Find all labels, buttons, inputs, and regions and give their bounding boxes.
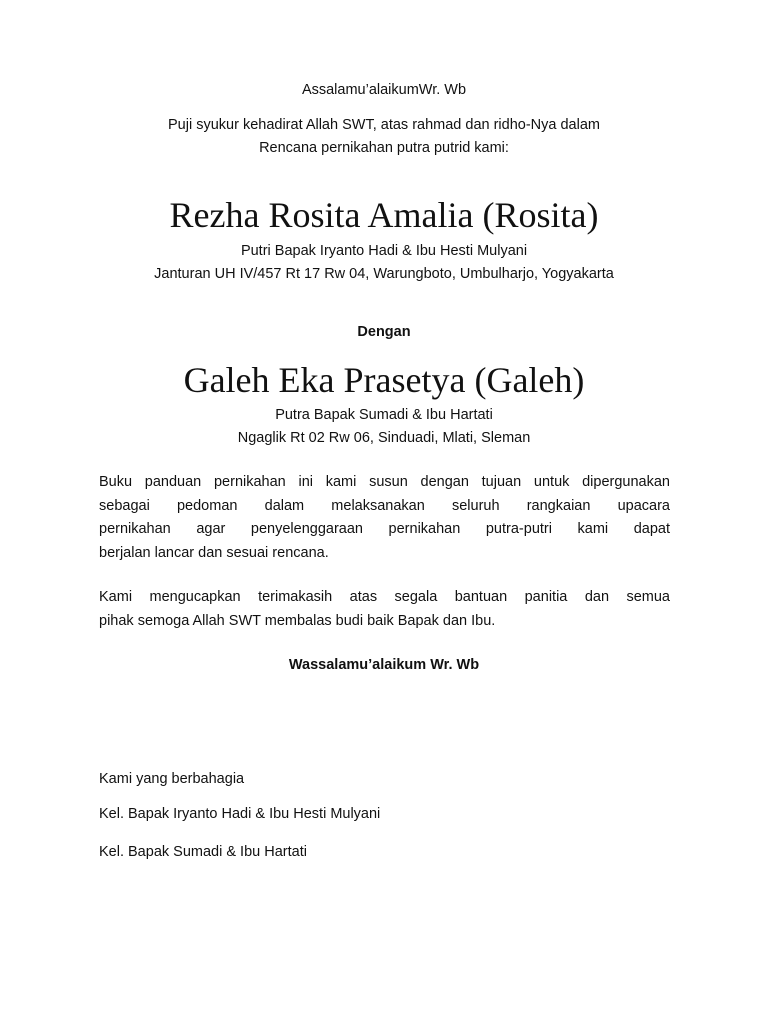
paragraph-purpose-line-2: sebagai pedoman dalam melaksanakan seluruh rangkaian upacara [99,497,670,514]
groom-parents: Putra Bapak Sumadi & Ibu Hartati [275,407,493,423]
connector-text: Dengan [357,324,411,340]
signature-family-bride: Kel. Bapak Iryanto Hadi & Ibu Hesti Mulyani [99,806,381,822]
groom-address: Ngaglik Rt 02 Rw 06, Sinduadi, Mlati, Sleman [237,430,531,446]
paragraph-thanks-line-2: pihak semoga Allah SWT membalas budi baik Bapak dan Ibu. [99,612,496,629]
intro-line-2: Rencana pernikahan putra putrid kami: [259,140,509,156]
paragraph-thanks-line-1: Kami mengucapkan terimakasih atas segala bantuan panitia dan semua [99,589,670,605]
bride-name: Rezha Rosita Amalia (Rosita) [169,195,599,235]
intro-line-1: Puji syukur kehadirat Allah SWT, atas rahmad dan ridho-Nya dalam [168,117,600,133]
bride-address: Janturan UH IV/457 Rt 17 Rw 04, Warungboto, Umbulharjo, Yogyakarta [154,266,614,282]
signature-label: Kami yang berbahagia [99,771,245,787]
bride-parents: Putri Bapak Iryanto Hadi & Ibu Hesti Mulyani [240,243,528,259]
paragraph-purpose-line-3: pernikahan agar penyelenggaraan pernikahan putra-putri kami dapat [99,521,670,537]
signature-family-groom: Kel. Bapak Sumadi & Ibu Hartati [99,844,307,860]
closing-greeting: Wassalamu’alaikum Wr. Wb [288,657,480,673]
paragraph-purpose-line-1: Buku panduan pernikahan ini kami susun dengan tujuan untuk dipergunakan [99,474,670,490]
paragraph-thanks [99,586,670,633]
paragraph-purpose [99,471,670,565]
groom-name: Galeh Eka Prasetya (Galeh) [183,360,585,400]
greeting: Assalamu’alaikumWr. Wb [301,82,467,98]
paragraph-purpose-line-4: berjalan lancar dan sesuai rencana. [99,544,329,561]
